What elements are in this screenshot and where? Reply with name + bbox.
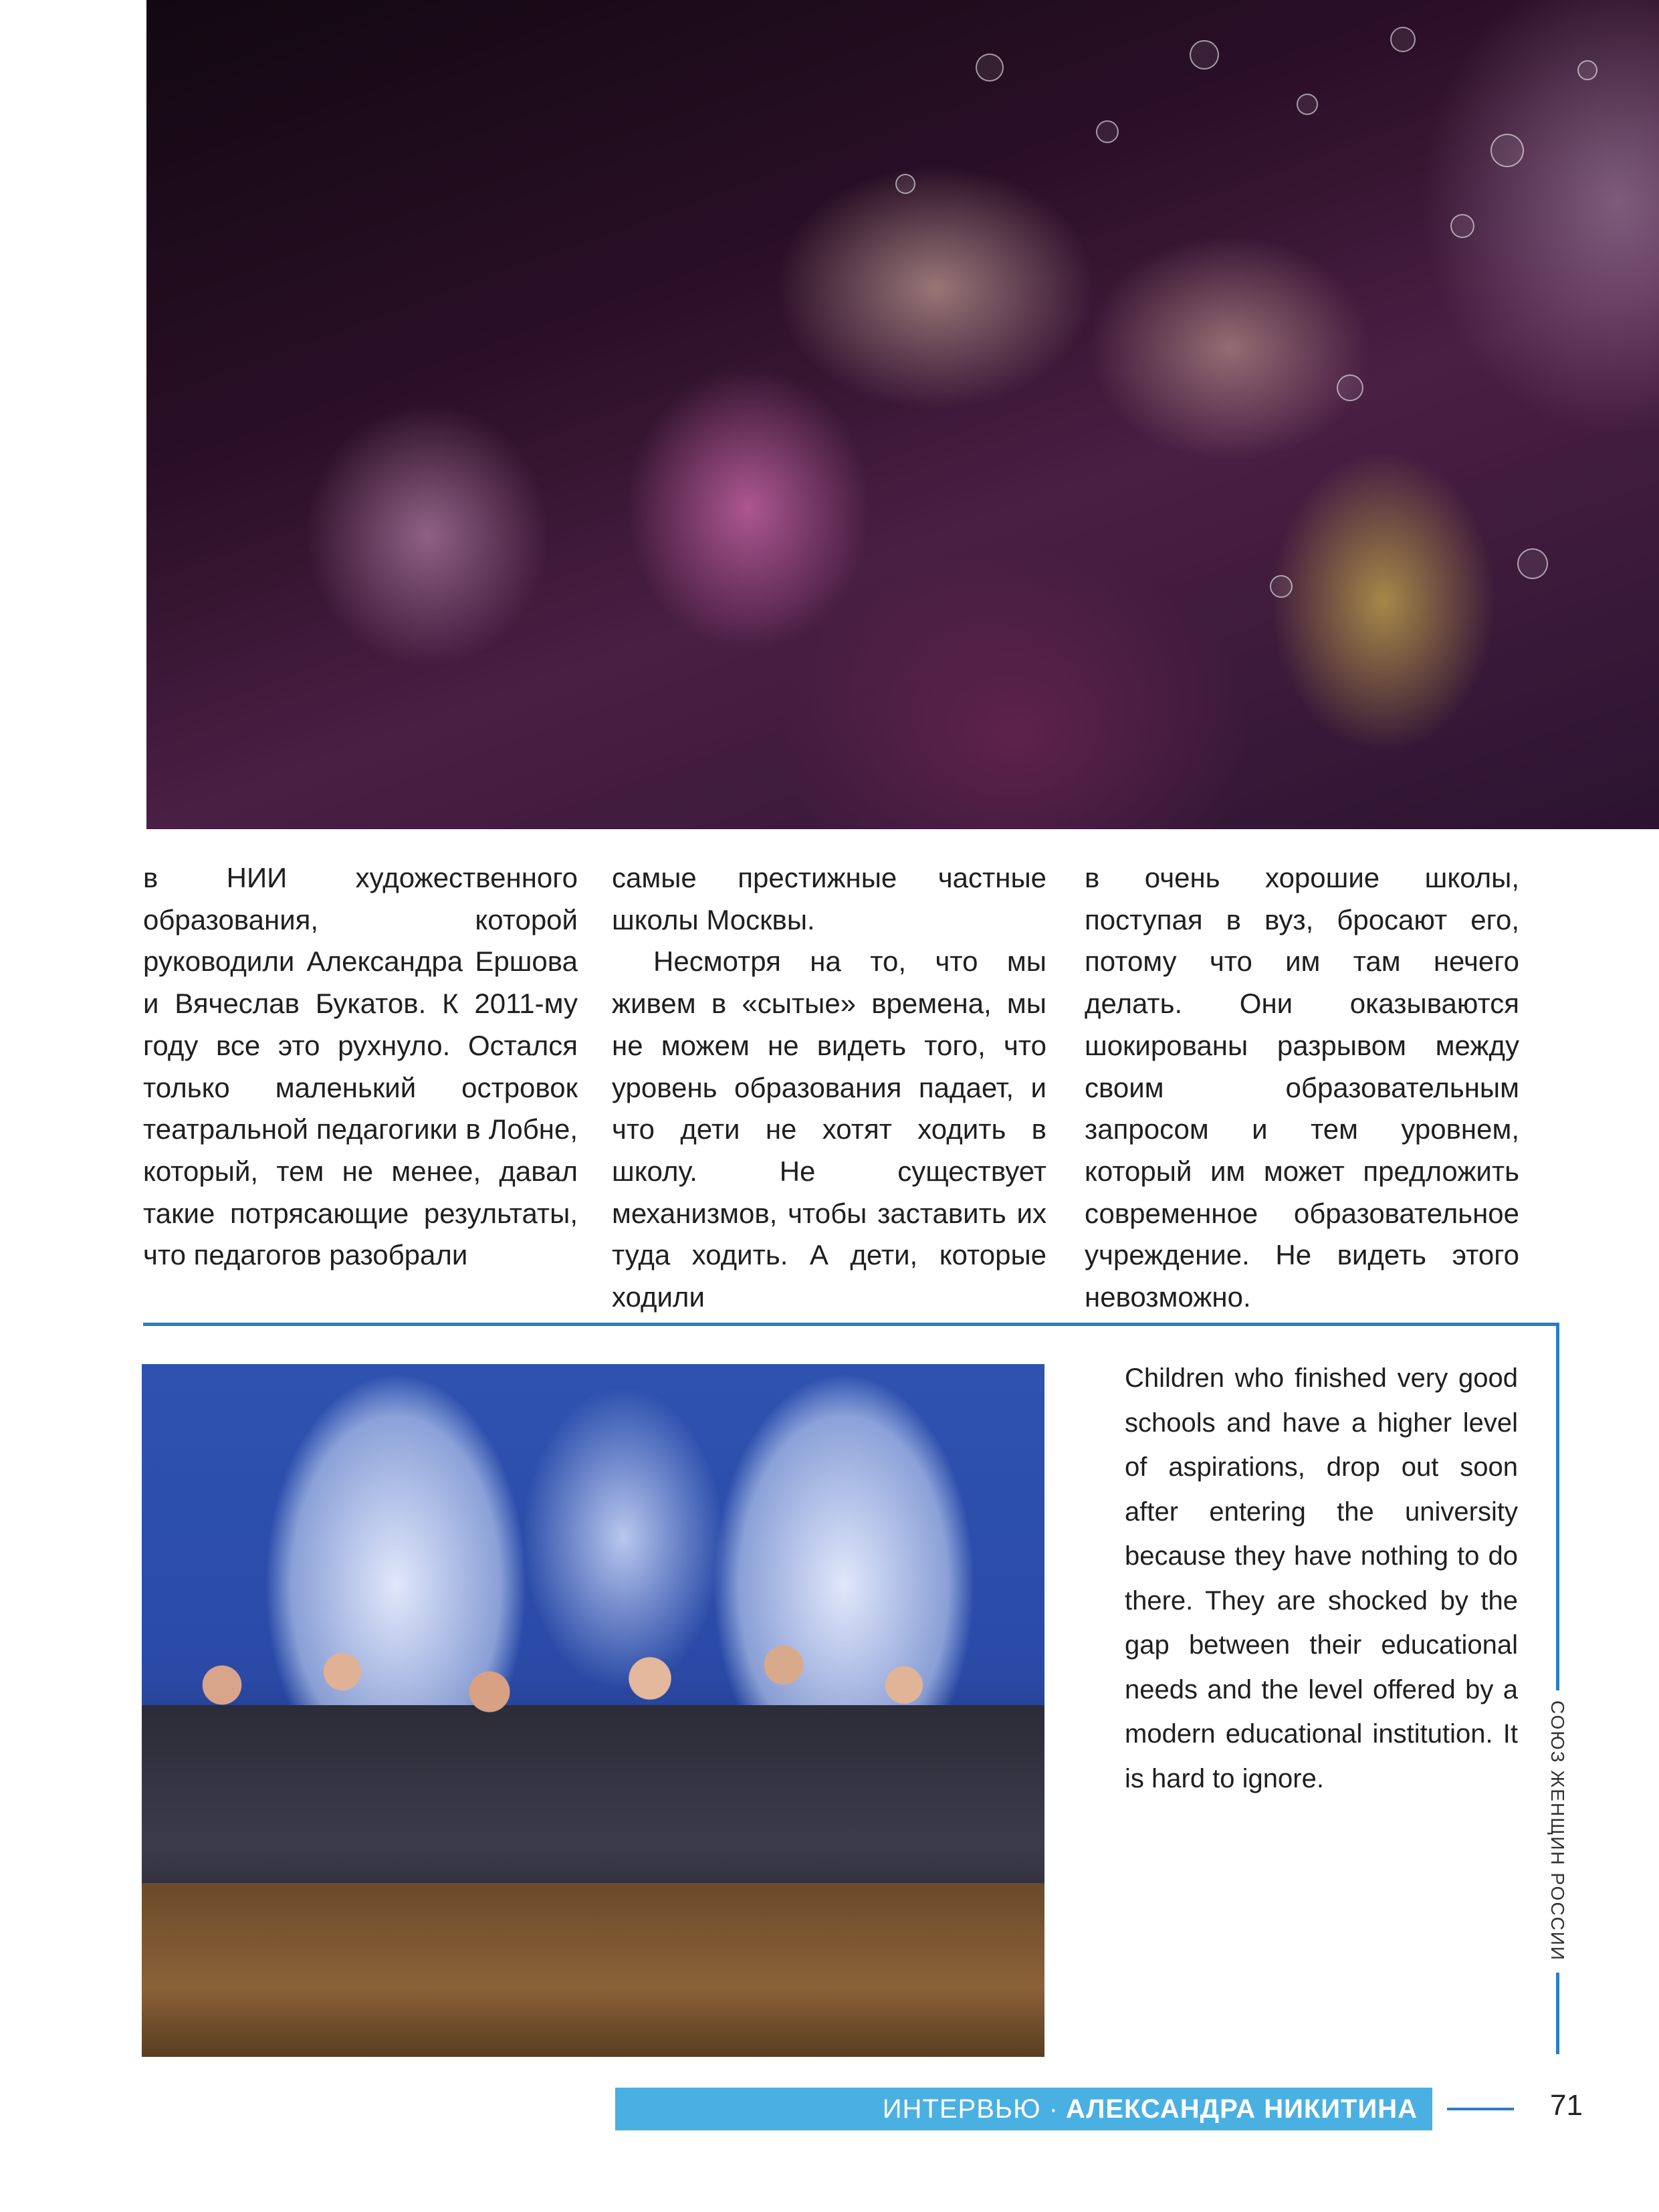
footer-section-title: ИНТЕРВЬЮ	[882, 2094, 1041, 2124]
floor-shape	[142, 1883, 1044, 2057]
paragraph: Несмотря на то, что мы живем в «сытые» времена, мы не можем не видеть того, что уровень образования падает, и что дети не хотят ходить в школу. Не существует механизмов, чтобы заставить их туда ходить. А дети, которые ходили	[612, 946, 1046, 1313]
blue-frame-side-rule	[1556, 1973, 1559, 2054]
english-caption: Children who finished very good schools and have a higher level of aspirations, drop out soon after entering the university because they have nothing to do there. They are shocked by the gap between their educational needs and the level offered by a modern educational institution. It is hard to ignore.	[1125, 1363, 1518, 1793]
photo-children-in-hall	[142, 1364, 1044, 2057]
footer-rule	[1447, 2108, 1514, 2110]
side-label-organization: СОЮЗ ЖЕНЩИН РОССИИ	[1547, 1700, 1568, 1962]
text-column-2	[612, 857, 1046, 1319]
footer-section-bar	[615, 2088, 1432, 2130]
page-number: 71	[1550, 2089, 1583, 2122]
blue-frame-top-rule	[143, 1323, 1559, 1326]
footer-interviewee-name: АЛЕКСАНДРА НИКИТИНА	[1065, 2094, 1418, 2124]
text-column-1	[143, 857, 578, 1277]
blue-frame-side-rule	[1556, 1323, 1559, 1690]
text-column-3	[1085, 857, 1519, 1319]
paragraph: самые престижные частные школы Москвы.	[612, 862, 1046, 935]
paragraph: в очень хорошие школы, поступая в вуз, бросают его, потому что им там нечего делать. Они оказываются шокированы разрывом между своим образовательным запросом и тем уровнем, который им может предложить современное образовательное учреждение. Не видеть этого невозможно.	[1085, 862, 1519, 1313]
photo-children-on-stage	[146, 0, 1659, 829]
paragraph: в НИИ художественного образования, которой руководили Александра Ершова и Вячеслав Букатов. К 2011-му году все это рухнуло. Остался только маленький островок театральной педагогики в Лобне, который, тем не менее, давал такие потрясающие результаты, что педагогов разобрали	[143, 862, 578, 1271]
footer-separator: ·	[1048, 2094, 1058, 2124]
